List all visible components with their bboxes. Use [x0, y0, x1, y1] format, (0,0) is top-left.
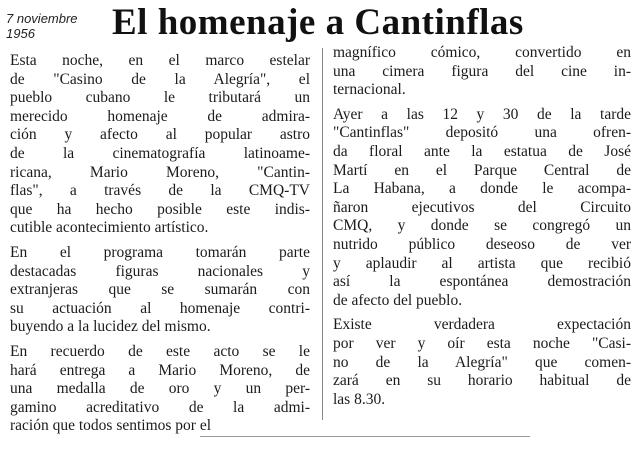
text-line: Esta noche, en el marco estelar	[10, 52, 310, 69]
text-line: nutrido público deseoso de ver	[333, 235, 631, 253]
article-headline: El homenaje a Cantinflas	[112, 2, 524, 43]
text-line: pueblo cubano le tributará un	[10, 89, 310, 107]
text-line: ricana, Mario Moreno, "Cantin-	[10, 163, 310, 181]
date-year: 1956	[6, 26, 35, 41]
text-line: "Cantinflas" depositó una ofren-	[333, 124, 631, 142]
text-line: buyendo a la lucidez del mismo.	[10, 318, 211, 336]
text-line: y aplaudir al artista que recibió	[333, 254, 631, 272]
column-divider	[322, 48, 323, 420]
text-line: las 8.30.	[333, 390, 386, 408]
text-line: ternacional.	[333, 81, 406, 99]
text-line: magnífico cómico, convertido en	[333, 44, 631, 61]
article-column-left	[10, 52, 310, 436]
text-line: merecido homenaje de admira-	[10, 107, 310, 125]
text-line: ción y afecto al popular astro	[10, 126, 310, 144]
text-line: por ver y oír esta noche "Casi-	[333, 334, 631, 352]
text-line: En el programa tomarán parte	[10, 243, 310, 261]
date-day: 7 noviembre	[6, 11, 78, 26]
text-line: da floral ante la estatua de José	[333, 142, 631, 160]
footer-rule	[200, 436, 530, 437]
text-line: de "Casino de la Alegría", el	[10, 70, 310, 88]
text-line: cutible acontecimiento artístico.	[10, 219, 209, 237]
text-line: gamino acreditativo de la admi-	[10, 398, 310, 416]
text-line: Martí en el Parque Central de	[333, 161, 631, 179]
text-line: de afecto del pueblo.	[333, 291, 463, 309]
text-line: En recuerdo de este acto se le	[10, 342, 310, 360]
text-line: La Habana, a donde le acompa-	[333, 180, 631, 198]
text-line: ñaron ejecutivos del Circuito	[333, 198, 631, 216]
article-column-right	[333, 44, 631, 409]
date-note	[6, 11, 78, 41]
text-line: CMQ, y donde se congregó un	[333, 217, 631, 235]
text-line: extranjeras que se sumarán con	[10, 281, 310, 299]
text-line: no de la Alegría" que comen-	[333, 353, 631, 371]
text-line: una cimera figura del cine in-	[333, 62, 631, 80]
text-line: hará entrega a Mario Moreno, de	[10, 361, 310, 379]
text-line: que ha hecho posible este indis-	[10, 200, 310, 218]
text-line: una medalla de oro y un per-	[10, 380, 310, 398]
text-line: ración que todos sentimos por el	[10, 417, 212, 435]
text-line: destacadas figuras nacionales y	[10, 262, 310, 280]
text-line: Existe verdadera expectación	[333, 316, 631, 334]
text-line: así la espontánea demostración	[333, 273, 631, 291]
text-line: zará en su horario habitual de	[333, 372, 631, 390]
text-line: su actuación al homenaje contri-	[10, 299, 310, 317]
text-line: Ayer a las 12 y 30 de la tarde	[333, 105, 631, 123]
text-line: de la cinematografía latinoame-	[10, 144, 310, 162]
text-line: flas", a través de la CMQ-TV	[10, 182, 310, 200]
